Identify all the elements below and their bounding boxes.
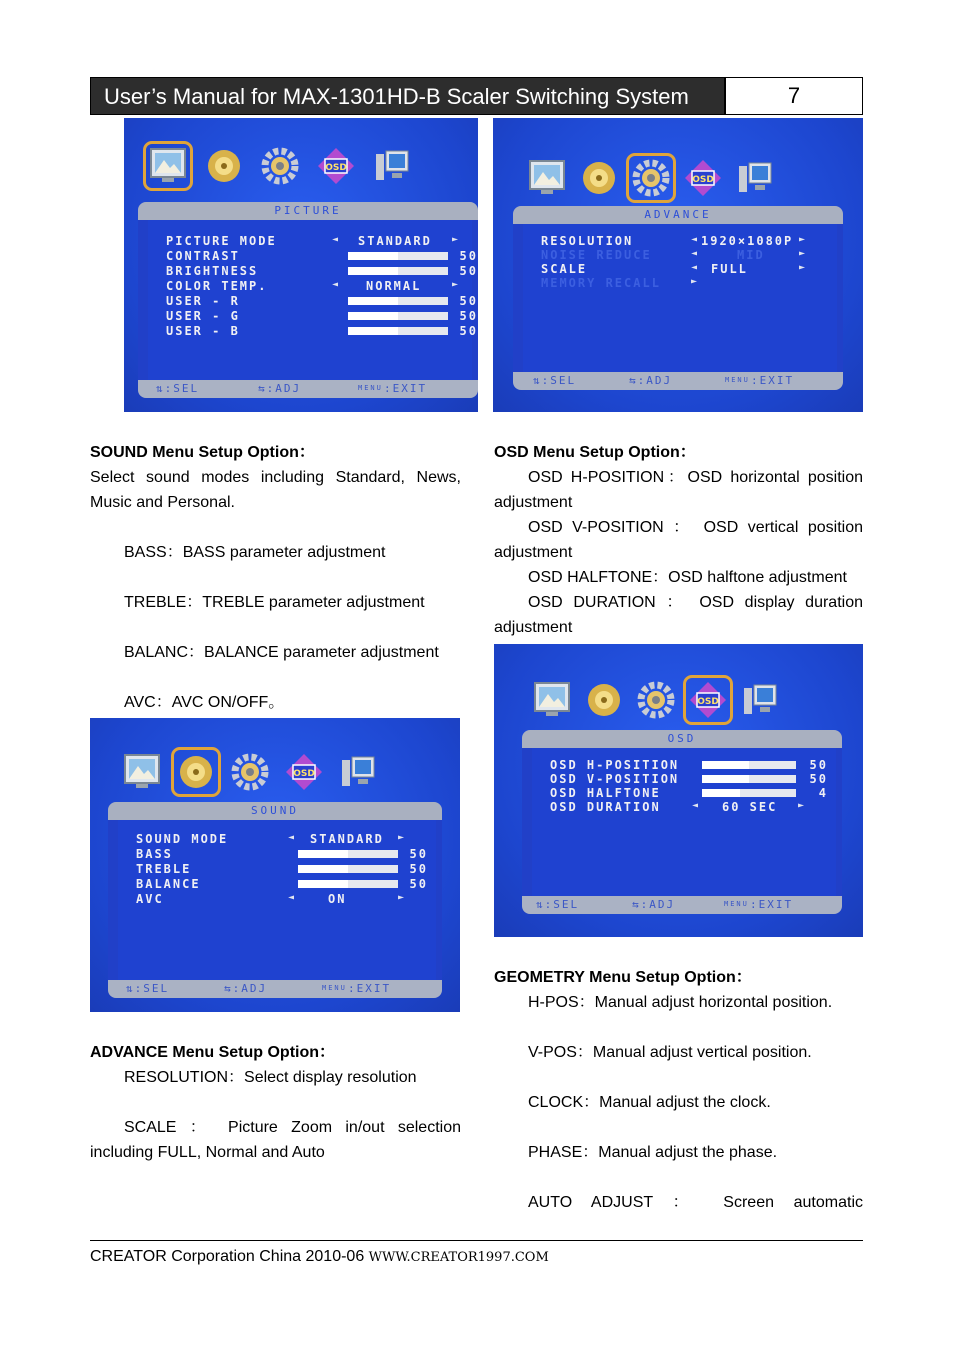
user-b-label: USER - B xyxy=(166,324,240,338)
user-g-label: USER - G xyxy=(166,309,240,323)
noise-reduce-label: NOISE REDUCE xyxy=(541,248,652,262)
noise-reduce-value: MID xyxy=(737,248,765,262)
treble-slider[interactable] xyxy=(298,865,398,873)
osd-duration-desc-cont: adjustment xyxy=(494,619,573,636)
osd-icon xyxy=(284,752,324,792)
picture-icon xyxy=(532,680,572,720)
menu-key-hints xyxy=(108,980,442,998)
menu-key-hints xyxy=(513,372,843,390)
v-pos-desc: V-POS：Manual adjust vertical position. xyxy=(528,1044,812,1061)
avc-desc: AVC：AVC ON/OFF。 xyxy=(124,694,285,711)
menu-key: MENU xyxy=(358,384,383,392)
sel-hint: ⇅:SEL xyxy=(536,898,580,911)
osd-halftone-desc: OSD HALFTONE：OSD halftone adjustment xyxy=(528,569,847,586)
pc-geometry-icon xyxy=(735,158,775,198)
pc-geometry-icon xyxy=(740,680,780,720)
scale-label: SCALE xyxy=(541,262,588,276)
osd-halftone-slider[interactable] xyxy=(702,789,796,797)
bass-slider[interactable] xyxy=(298,850,398,858)
osd-h-position-desc-cont: adjustment xyxy=(494,494,573,511)
user-r-label: USER - R xyxy=(166,294,240,308)
color-temp-label: COLOR TEMP. xyxy=(166,279,268,293)
sound-section xyxy=(90,440,461,715)
osd-h-position-slider[interactable] xyxy=(702,761,796,769)
picture-icon xyxy=(148,146,188,186)
geometry-section xyxy=(494,965,863,1215)
picture-mode-value[interactable]: STANDARD xyxy=(358,234,432,248)
user-g-value: 50 xyxy=(459,309,478,323)
contrast-label: CONTRAST xyxy=(166,249,240,263)
adj-hint: ⇆:ADJ xyxy=(629,374,673,387)
sel-hint: ⇅:SEL xyxy=(126,982,170,995)
picture-menu-title: PICTURE xyxy=(274,204,342,217)
footer-rule xyxy=(90,1240,863,1241)
menu-icon-bar xyxy=(527,158,775,198)
sound-icon xyxy=(584,680,624,720)
phase-desc: PHASE：Manual adjust the phase. xyxy=(528,1144,778,1161)
auto-adjust-desc: AUTO ADJUST ： Screen automatic xyxy=(528,1194,863,1211)
menu-icon-bar xyxy=(122,752,378,792)
advance-menu-title: ADVANCE xyxy=(644,208,712,221)
contrast-value: 50 xyxy=(459,249,478,263)
osd-v-position-label: OSD V-POSITION xyxy=(550,772,680,786)
h-pos-desc: H-POS：Manual adjust horizontal position. xyxy=(528,994,833,1011)
bass-value: 50 xyxy=(409,847,428,861)
advance-gear-icon xyxy=(230,752,270,792)
pc-geometry-icon xyxy=(338,752,378,792)
picture-icon xyxy=(122,752,162,792)
advance-menu-screenshot xyxy=(493,118,863,412)
geometry-heading: GEOMETRY Menu Setup Option： xyxy=(494,969,752,986)
sound-icon xyxy=(176,752,216,792)
osd-v-position-desc: OSD V-POSITION ： OSD vertical position xyxy=(528,519,863,536)
footer xyxy=(90,1248,549,1266)
osd-halftone-value: 4 xyxy=(818,786,828,800)
osd-duration-value[interactable]: 60 SEC xyxy=(722,800,778,814)
sound-menu-screenshot xyxy=(90,718,460,1012)
picture-menu-panel: PICTURE PICTURE MODE ◄ STANDARD ► CONTRAST 50 BRIGHTNESS 50 COLOR TEMP. ◄ NORMAL ► USER - R 50 USER - G 50 USER - B 50 ⇅:SEL ⇆:ADJ MENU :EXIT xyxy=(138,202,478,398)
sel-hint: ⇅:SEL xyxy=(533,374,577,387)
sound-menu-panel: SOUND SOUND MODE ◄ STANDARD ► BASS 50 TREBLE 50 BALANCE 50 AVC ◄ ON ► ⇅:SEL ⇆:ADJ MENU :EXIT xyxy=(108,802,442,998)
picture-mode-label: PICTURE MODE xyxy=(166,234,277,248)
memory-recall-label: MEMORY RECALL xyxy=(541,276,661,290)
menu-key: MENU xyxy=(724,900,749,908)
treble-desc: TREBLE：TREBLE parameter adjustment xyxy=(124,594,425,611)
treble-label: TREBLE xyxy=(136,862,192,876)
bass-desc: BASS：BASS parameter adjustment xyxy=(124,544,386,561)
brightness-label: BRIGHTNESS xyxy=(166,264,259,278)
balance-desc: BALANC：BALANCE parameter adjustment xyxy=(124,644,439,661)
sel-hint: ⇅:SEL xyxy=(156,382,200,395)
brightness-slider[interactable] xyxy=(348,267,448,275)
user-r-slider[interactable] xyxy=(348,297,448,305)
osd-heading: OSD Menu Setup Option： xyxy=(494,444,696,461)
sound-heading: SOUND Menu Setup Option： xyxy=(90,444,315,461)
sound-mode-label: SOUND MODE xyxy=(136,832,229,846)
osd-icon xyxy=(688,680,728,720)
svg-text:OSD: OSD xyxy=(697,697,719,707)
osd-icon xyxy=(683,158,723,198)
sound-intro: Select sound modes including Standard, News, Music and Personal. xyxy=(90,469,461,511)
osd-section xyxy=(494,440,863,640)
resolution-value[interactable]: 1920×1080P xyxy=(701,234,794,248)
osd-v-position-slider[interactable] xyxy=(702,775,796,783)
resolution-desc: RESOLUTION：Select display resolution xyxy=(124,1069,417,1086)
bass-label: BASS xyxy=(136,847,173,861)
avc-value[interactable]: ON xyxy=(328,892,347,906)
user-b-value: 50 xyxy=(459,324,478,338)
balance-label: BALANCE xyxy=(136,877,201,891)
footer-url: WWW.CREATOR1997.COM xyxy=(368,1250,549,1265)
svg-text:OSD: OSD xyxy=(692,175,714,185)
clock-desc: CLOCK：Manual adjust the clock. xyxy=(528,1094,771,1111)
adj-hint: ⇆:ADJ xyxy=(632,898,676,911)
osd-duration-desc: OSD DURATION ： OSD display duration xyxy=(528,594,863,611)
avc-label: AVC xyxy=(136,892,164,906)
osd-icon xyxy=(316,146,356,186)
menu-key: MENU xyxy=(725,376,750,384)
exit-hint: :EXIT xyxy=(348,982,392,995)
picture-menu-screenshot xyxy=(124,118,478,412)
sound-mode-value[interactable]: STANDARD xyxy=(310,832,384,846)
sound-menu-title: SOUND xyxy=(250,804,300,817)
sound-icon xyxy=(579,158,619,198)
balance-value: 50 xyxy=(409,877,428,891)
footer-company: CREATOR Corporation China 2010-06 xyxy=(90,1248,365,1265)
menu-key-hints xyxy=(522,896,842,914)
color-temp-value[interactable]: NORMAL xyxy=(366,279,422,293)
menu-key-hints xyxy=(138,380,478,398)
advance-section xyxy=(90,1040,461,1165)
adj-hint: ⇆:ADJ xyxy=(224,982,268,995)
exit-hint: :EXIT xyxy=(384,382,428,395)
advance-heading: ADVANCE Menu Setup Option： xyxy=(90,1044,336,1061)
menu-icon-bar xyxy=(148,146,412,186)
scale-value[interactable]: FULL xyxy=(711,262,748,276)
osd-h-position-value: 50 xyxy=(809,758,828,772)
advance-gear-icon xyxy=(631,158,671,198)
osd-h-position-label: OSD H-POSITION xyxy=(550,758,680,772)
resolution-label: RESOLUTION xyxy=(541,234,634,248)
menu-key: MENU xyxy=(322,984,347,992)
header-title: User’s Manual for MAX-1301HD-B Scaler Switching System xyxy=(90,77,725,115)
svg-text:OSD: OSD xyxy=(293,769,315,779)
page-number: 7 xyxy=(725,77,863,115)
menu-icon-bar xyxy=(532,680,780,720)
brightness-value: 50 xyxy=(459,264,478,278)
osd-menu-panel: OSD OSD H-POSITION 50 OSD V-POSITION 50 OSD HALFTONE 4 OSD DURATION ◄ 60 SEC ► ⇅:SEL ⇆:ADJ MENU :EXIT xyxy=(522,730,842,914)
osd-duration-label: OSD DURATION xyxy=(550,800,661,814)
user-g-slider[interactable] xyxy=(348,312,448,320)
contrast-slider[interactable] xyxy=(348,252,448,260)
sound-icon xyxy=(204,146,244,186)
balance-slider[interactable] xyxy=(298,880,398,888)
osd-h-position-desc: OSD H-POSITION：OSD horizontal position xyxy=(528,469,863,486)
osd-menu-title: OSD xyxy=(667,732,697,745)
user-b-slider[interactable] xyxy=(348,327,448,335)
picture-icon xyxy=(527,158,567,198)
scale-desc-cont: including FULL, Normal and Auto xyxy=(90,1144,325,1161)
osd-menu-screenshot xyxy=(494,644,863,937)
exit-hint: :EXIT xyxy=(750,898,794,911)
advance-gear-icon xyxy=(636,680,676,720)
exit-hint: :EXIT xyxy=(751,374,795,387)
svg-text:OSD: OSD xyxy=(325,163,347,173)
treble-value: 50 xyxy=(409,862,428,876)
scale-desc: SCALE ： Picture Zoom in/out selection xyxy=(124,1119,461,1136)
adj-hint: ⇆:ADJ xyxy=(258,382,302,395)
osd-halftone-label: OSD HALFTONE xyxy=(550,786,661,800)
advance-gear-icon xyxy=(260,146,300,186)
pc-geometry-icon xyxy=(372,146,412,186)
advance-menu-panel: ADVANCE RESOLUTION ◄ 1920×1080P ► NOISE REDUCE ◄ MID ► SCALE ◄ FULL ► MEMORY RECALL ► ⇅:SEL ⇆:ADJ MENU :EXIT xyxy=(513,206,843,390)
user-r-value: 50 xyxy=(459,294,478,308)
osd-v-position-desc-cont: adjustment xyxy=(494,544,573,561)
osd-v-position-value: 50 xyxy=(809,772,828,786)
